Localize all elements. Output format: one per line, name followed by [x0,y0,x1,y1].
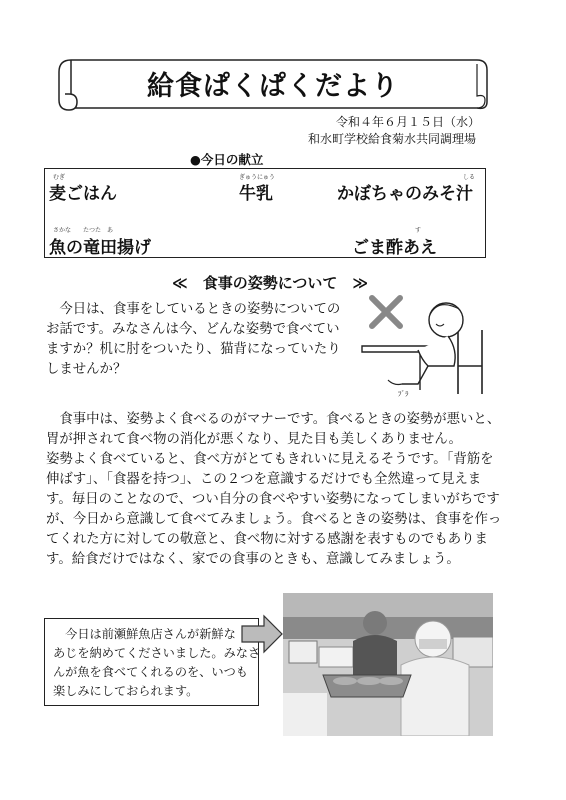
body-line: す。給食だけではなく、家での食事のときも、意識してみましょう。 [46,552,460,567]
title-banner [57,50,489,112]
page-title: 給食ぱくぱくだより [147,71,399,102]
section-heading: ≪ 食事の姿勢について ≫ [172,274,369,292]
menu-item-ruby: す [415,227,422,234]
menu-item-ruby: むぎ [53,174,66,181]
menu-item-pumpkin-miso-soup: かぼちゃのみそ汁 [337,184,473,204]
staff-holding-fish-tray-photo [283,593,493,736]
right-arrow-icon [240,614,284,654]
menu-heading: ●今日の献立 [190,152,264,167]
main-paragraph [46,410,501,570]
menu-item-ruby: しる [463,174,476,181]
intro-line: ますか？机に肘をついたり、猫背になっていたり [46,342,341,357]
intro-line: 今日は、食事をしているときの姿勢についての [46,302,341,317]
body-line: 伸ばす」、「食器を持つ」、この２つを意識するだけでも全然違って見えま [46,472,482,487]
intro-paragraph [46,300,341,380]
menu-item-milk: 牛乳 [239,184,273,204]
issue-date: 令和４年６月１５日（水） [335,115,480,129]
body-line: 姿勢よく食べていると、食べ方がとてもきれいに見えるそうです。「背筋を [46,452,494,467]
body-line: す。毎日のことなので、つい自分の食べやすい姿勢になってしまいがちです [46,492,500,507]
intro-line: お話です。みなさんは今、どんな姿勢で食べてい [46,322,340,337]
menu-item-mugi-gohan: 麦ごはん [49,184,117,204]
right-arrow [240,614,284,654]
bad-posture-boy-icon [358,290,488,398]
supplier-note [53,625,260,701]
body-line: 食事中は、姿勢よく食べるのがマナーです。食べるときの姿勢が悪いと、 [46,412,501,427]
bad-posture-illustration [358,290,488,398]
intro-line: しませんか？ [46,362,127,377]
note-line: 今日は前瀬鮮魚店さんが新鮮な [53,627,236,641]
menu-item-goma-su-ae: ごま酢あえ [352,238,437,258]
body-line: が、今日から意識して食べてみましょう。食べるときの姿勢は、食事を作っ [46,512,502,527]
svg-text:ﾌﾞﾗ: ﾌﾞﾗ [398,390,409,398]
body-line: てくれた方に対しての敬意と、食べ物に対する感謝を表すものでもありま [46,532,488,547]
note-line: 楽しみにしておられます。 [53,684,199,698]
staff-photo [283,593,493,736]
menu-item-fish-tatsuta-age: 魚の竜田揚げ [49,238,151,258]
supplier-note-box [44,618,259,706]
body-line: 胃が押されて食べ物の消化が悪くなり、見た目も美しくありません。 [46,432,462,447]
note-line: あじを納めてくださいました。みなさ [53,646,261,660]
menu-item-ruby: ぎゅうにゅう [239,174,275,181]
organization-name: 和水町学校給食菊水共同調理場 [307,132,476,146]
cross-mark-icon [372,298,400,326]
menu-item-ruby: さかな たつた あ [53,227,114,234]
menu-box [44,168,486,258]
note-line: んが魚を食べてくれるのを、いつも [53,665,248,679]
